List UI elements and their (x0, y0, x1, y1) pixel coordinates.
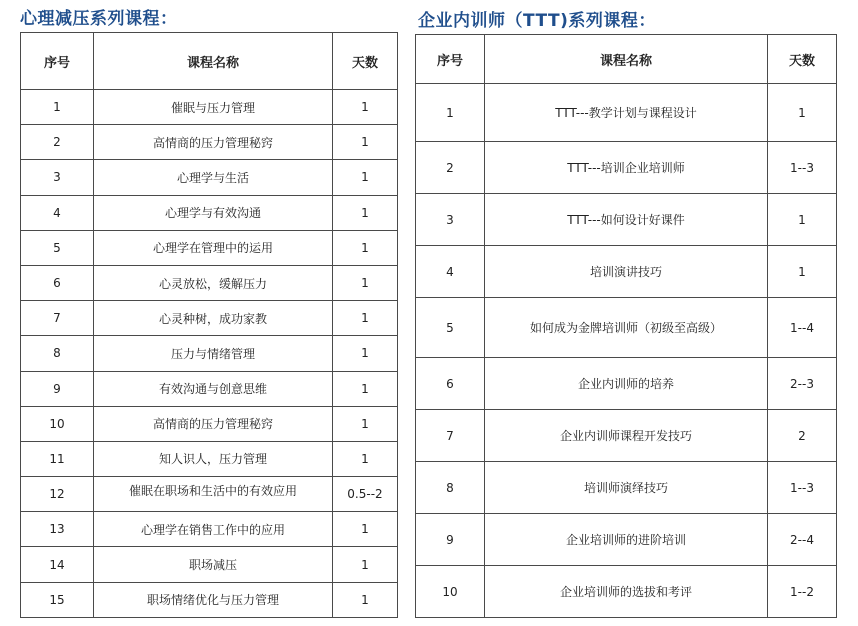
cell-days: 2 (768, 410, 837, 462)
table-row (21, 160, 398, 195)
cell-no: 8 (21, 336, 94, 371)
table-row (416, 84, 837, 142)
table-row (416, 566, 837, 618)
cell-days: 2--3 (768, 358, 837, 410)
cell-days: 1 (333, 125, 398, 160)
cell-course-name: 心灵放松，缓解压力 (94, 265, 333, 300)
cell-no: 3 (416, 194, 485, 246)
cell-days: 1 (333, 301, 398, 336)
cell-days: 1--4 (768, 298, 837, 358)
table-row (416, 142, 837, 194)
cell-days: 1--3 (768, 142, 837, 194)
cell-course-name: 高情商的压力管理秘窍 (94, 406, 333, 441)
cell-days: 1 (333, 195, 398, 230)
cell-course-name: 心理学在销售工作中的应用 (94, 512, 333, 547)
cell-no: 3 (21, 160, 94, 195)
cell-no: 1 (416, 84, 485, 142)
cell-no: 12 (21, 477, 94, 512)
cell-course-name: 培训演讲技巧 (485, 246, 768, 298)
cell-course-name: 职场情绪优化与压力管理 (94, 582, 333, 617)
cell-days: 1 (333, 371, 398, 406)
cell-course-name: 心理学与有效沟通 (94, 195, 333, 230)
cell-days: 2--4 (768, 514, 837, 566)
ttt-course-table (415, 34, 837, 618)
header-days: 天数 (768, 35, 837, 84)
cell-no: 6 (21, 265, 94, 300)
cell-days: 1 (333, 406, 398, 441)
cell-no: 9 (21, 371, 94, 406)
cell-no: 10 (416, 566, 485, 618)
table-row (21, 512, 398, 547)
header-no: 序号 (21, 33, 94, 90)
table-row (416, 298, 837, 358)
cell-days: 1 (768, 194, 837, 246)
cell-no: 9 (416, 514, 485, 566)
cell-no: 15 (21, 582, 94, 617)
cell-days: 1 (333, 90, 398, 125)
cell-course-name: 催眠与压力管理 (94, 90, 333, 125)
cell-course-name: 企业内训师的培养 (485, 358, 768, 410)
cell-days: 1 (333, 230, 398, 265)
cell-no: 8 (416, 462, 485, 514)
cell-course-name: 高情商的压力管理秘窍 (94, 125, 333, 160)
psychology-section-title: 心理减压系列课程： (20, 9, 178, 29)
cell-course-name: 知人识人，压力管理 (94, 441, 333, 476)
cell-days: 1 (333, 336, 398, 371)
table-row (416, 246, 837, 298)
cell-course-name: 心理学与生活 (94, 160, 333, 195)
cell-days: 1 (333, 265, 398, 300)
table-header-row (21, 33, 398, 90)
header-no: 序号 (416, 35, 485, 84)
header-course-name: 课程名称 (485, 35, 768, 84)
cell-no: 5 (21, 230, 94, 265)
cell-days: 1 (333, 547, 398, 582)
table-row (416, 358, 837, 410)
cell-days: 1 (333, 441, 398, 476)
cell-course-name: 企业培训师的选拔和考评 (485, 566, 768, 618)
cell-course-name: TTT---如何设计好课件 (485, 194, 768, 246)
table-row (416, 462, 837, 514)
cell-days: 1 (333, 582, 398, 617)
cell-course-name: 企业培训师的进阶培训 (485, 514, 768, 566)
cell-days: 1 (333, 512, 398, 547)
table-row (416, 194, 837, 246)
cell-no: 5 (416, 298, 485, 358)
cell-no: 2 (416, 142, 485, 194)
cell-no: 13 (21, 512, 94, 547)
cell-course-name: 压力与情绪管理 (94, 336, 333, 371)
table-row (21, 125, 398, 160)
psychology-course-table (20, 32, 398, 618)
table-row (21, 301, 398, 336)
table-header-row (416, 35, 837, 84)
cell-course-name: 如何成为金牌培训师（初级至高级） (485, 298, 768, 358)
table-row (21, 265, 398, 300)
header-days: 天数 (333, 33, 398, 90)
cell-days: 1 (333, 160, 398, 195)
cell-no: 7 (416, 410, 485, 462)
table-row (21, 336, 398, 371)
cell-days: 1 (768, 84, 837, 142)
cell-days: 1--3 (768, 462, 837, 514)
ttt-section-title: 企业内训师（TTT)系列课程： (418, 11, 656, 31)
cell-days: 1 (768, 246, 837, 298)
cell-course-name: 培训师演绎技巧 (485, 462, 768, 514)
table-row (416, 410, 837, 462)
table-row (21, 90, 398, 125)
table-row (416, 514, 837, 566)
cell-no: 1 (21, 90, 94, 125)
cell-course-name: 职场减压 (94, 547, 333, 582)
cell-no: 2 (21, 125, 94, 160)
cell-course-name: 心灵种树，成功家教 (94, 301, 333, 336)
cell-no: 4 (21, 195, 94, 230)
cell-course-name: 催眠在职场和生活中的有效应用 (94, 477, 333, 512)
cell-no: 14 (21, 547, 94, 582)
cell-no: 10 (21, 406, 94, 441)
cell-days: 0.5--2 (333, 477, 398, 512)
table-row (21, 582, 398, 617)
cell-course-name: 企业内训师课程开发技巧 (485, 410, 768, 462)
table-row (21, 195, 398, 230)
cell-no: 4 (416, 246, 485, 298)
table-row (21, 230, 398, 265)
cell-no: 7 (21, 301, 94, 336)
header-course-name: 课程名称 (94, 33, 333, 90)
table-row (21, 441, 398, 476)
cell-course-name: TTT---教学计划与课程设计 (485, 84, 768, 142)
cell-no: 6 (416, 358, 485, 410)
cell-course-name: 心理学在管理中的运用 (94, 230, 333, 265)
table-row (21, 477, 398, 512)
table-row (21, 406, 398, 441)
table-row (21, 547, 398, 582)
table-row (21, 371, 398, 406)
cell-days: 1--2 (768, 566, 837, 618)
cell-course-name: TTT---培训企业培训师 (485, 142, 768, 194)
cell-no: 11 (21, 441, 94, 476)
cell-course-name: 有效沟通与创意思维 (94, 371, 333, 406)
